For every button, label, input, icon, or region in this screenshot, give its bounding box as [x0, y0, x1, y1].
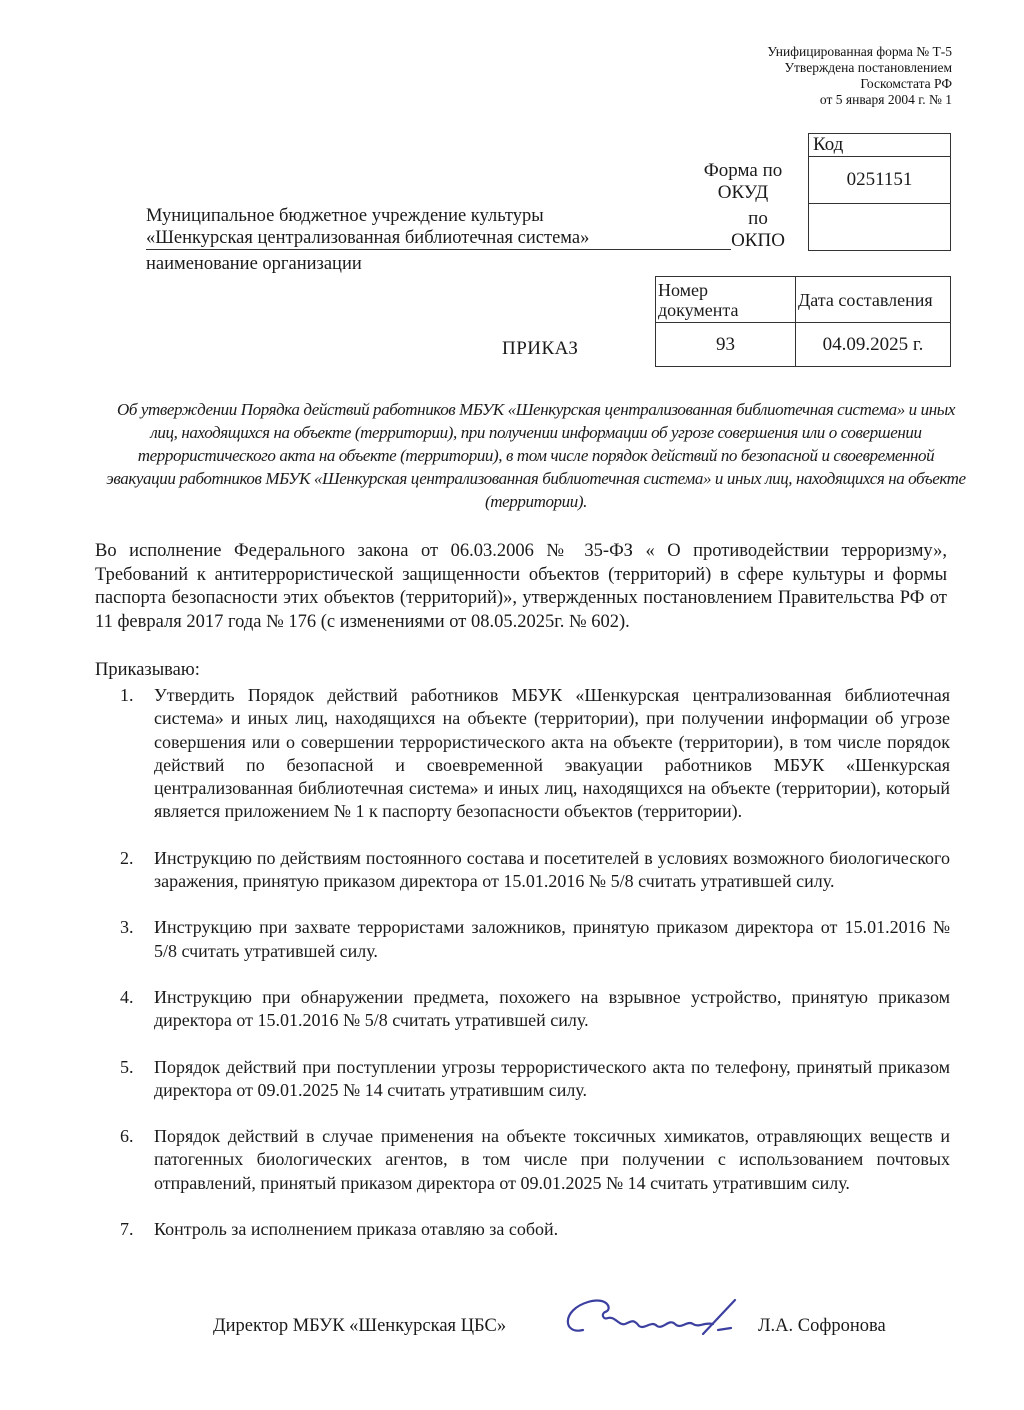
okud-label-line: ОКУД — [717, 182, 769, 203]
order-text: Инструкцию при захвате террористами заложников, принятую приказом директора от 15.01.2016 № 5/8 считать утратившей силу. — [154, 917, 950, 961]
number-header: Номер документа — [656, 277, 796, 323]
date-header: Дата составления — [796, 277, 951, 323]
order-text: Порядок действий в случае применения на объекте токсичных химикатов, отравляющих веществ и патогенных биологических агентов, в том числе при получении с использованием почтовых отправлений, принятый приказом директора от 09.01.2025 № 14 считать утратившим силу. — [154, 1126, 950, 1193]
order-number: 3. — [120, 917, 134, 938]
organization-line: Муниципальное бюджетное учреждение культуры — [146, 206, 544, 226]
order-item — [120, 1056, 950, 1103]
order-number: 6. — [120, 1126, 134, 1147]
okpo-label-line: по — [748, 208, 768, 229]
order-text: Инструкцию при обнаружении предмета, похожего на взрывное устройство, принятую приказом директора от 15.01.2016 № 5/8 считать утратившей силу. — [154, 986, 950, 1031]
signatory-name: Л.А. Софронова — [758, 1316, 886, 1336]
order-item — [120, 684, 950, 824]
order-number: 7. — [120, 1219, 134, 1240]
okud-code: 0251151 — [809, 157, 951, 204]
order-number: 2. — [120, 847, 134, 868]
organization-caption: наименование организации — [146, 254, 362, 274]
document-table — [655, 276, 951, 367]
order-number: 4. — [120, 986, 134, 1007]
code-table — [808, 133, 951, 251]
organization-line: «Шенкурская централизованная библиотечная система» — [146, 227, 731, 250]
document-date: 04.09.2025 г. — [796, 323, 951, 367]
okud-label-line: Форма по — [703, 160, 783, 181]
order-list — [120, 684, 950, 1241]
form-reference — [767, 44, 952, 108]
order-item — [120, 986, 950, 1033]
form-reference-line: Утверждена постановлением — [784, 60, 952, 75]
okpo-label-line: ОКПО — [731, 230, 785, 251]
order-item — [120, 847, 950, 894]
okud-label — [688, 160, 798, 204]
order-item — [120, 1125, 950, 1195]
order-text: Порядок действий при поступлении угрозы террористического акта по телефону, принятый приказом директора от 09.01.2025 № 14 считать утратившим силу. — [154, 1056, 950, 1100]
document-number: 93 — [656, 323, 796, 367]
preamble: Во исполнение Федерального закона от 06.03.2006 № 35-ФЗ « О противодействии терроризму», Требований к антитеррористической защищенности объектов (территорий) в сфере культуры и формы паспорта безопасности этих объектов (территорий)», утвержденных постановлением Правительства РФ от 11 февраля 2017 года № 176 (с изменениями от 08.05.2025г. № 602). — [95, 541, 947, 632]
order-text: Утвердить Порядок действий работников МБУК «Шенкурская централизованная библиотечная система» и иных лиц, находящихся на объекте (территории), при получении информации об угрозе совершения или о совершении террористического акта на объекте (территории), в том числе порядок действий по безопасной и своевременной эвакуации работников МБУК «Шенкурская централизованная библиотечная система» и иных лиц, находящихся на объекте (территории), который является приложением № 1 к паспорту безопасности объектов (территории). — [154, 685, 950, 822]
form-reference-line: Госкомстата РФ — [860, 76, 952, 91]
orders-heading: Приказываю: — [95, 660, 200, 680]
form-reference-line: от 5 января 2004 г. № 1 — [819, 92, 952, 107]
order-text: Инструкцию по действиям постоянного состава и посетителей в условиях возможного биологического заражения, принятую приказом директора от 15.01.2016 № 5/8 считать утратившей силу. — [154, 847, 950, 892]
signatory-position: Директор МБУК «Шенкурская ЦБС» — [213, 1316, 507, 1336]
document-type: ПРИКАЗ — [502, 338, 579, 359]
document-title: Об утверждении Порядка действий работников МБУК «Шенкурская централизованная библиотечная система» и иных лиц, находящихся на объекте (территории), при получении информации об угрозе совершения или о совершении террористического акта на объекте (территории), в том числе порядок действий по безопасной и своевременной эвакуации работников МБУК «Шенкурская централизованная библиотечная система» и иных лиц, находящихся на объекте (территории). — [106, 400, 966, 511]
organization-name — [146, 205, 731, 250]
okpo-code — [809, 204, 951, 251]
code-header: Код — [809, 134, 951, 157]
order-number: 1. — [120, 685, 134, 705]
order-text: Контроль за исполнением приказа отавляю за собой. — [154, 1219, 559, 1240]
order-number: 5. — [120, 1056, 134, 1077]
order-item — [120, 1218, 950, 1241]
order-item — [120, 916, 950, 963]
signature-scribble-icon — [553, 1290, 743, 1350]
form-reference-line: Унифицированная форма № Т-5 — [767, 44, 952, 59]
